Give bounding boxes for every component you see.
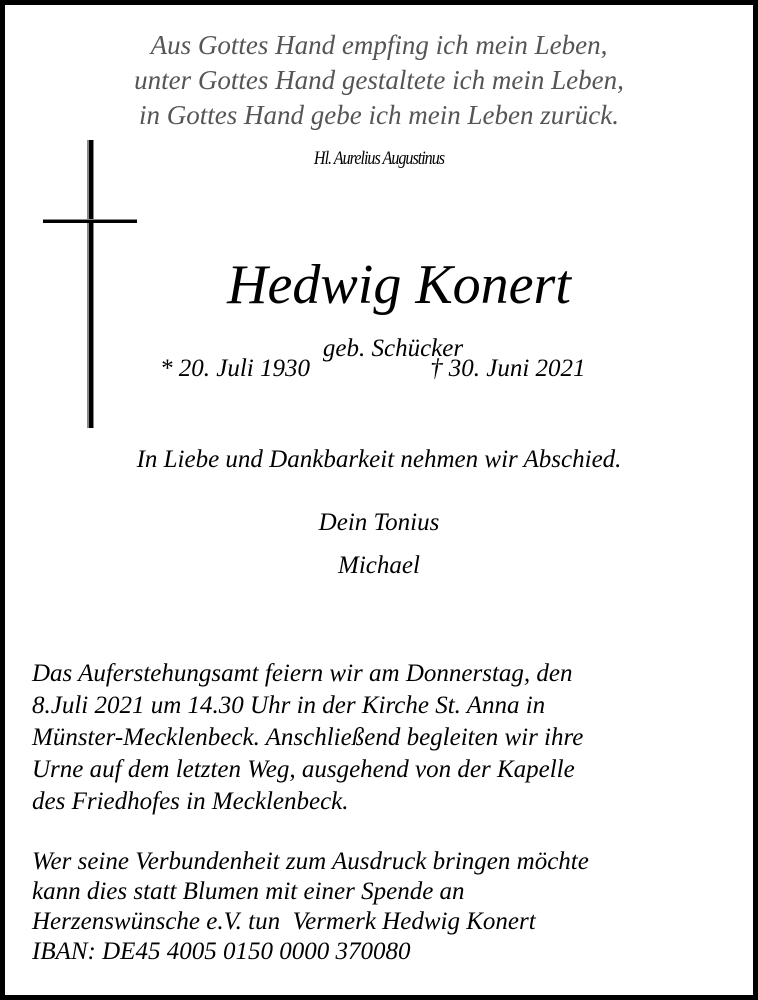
donation-line: Herzenswünsche e.V. tun Vermerk Hedwig Konert: [32, 908, 536, 935]
donation-line: Wer seine Verbundenheit zum Ausdruck bringen möchte: [32, 848, 589, 875]
farewell-text: In Liebe und Dankbarkeit nehmen wir Abschied.: [136, 446, 622, 473]
quote-attribution: Hl. Aurelius Augustinus: [313, 148, 445, 169]
quote-line: unter Gottes Hand gestaltete ich mein Leben,: [134, 65, 624, 95]
birth-name: geb. Schücker: [322, 335, 464, 362]
death-date: † 30. Juni 2021: [430, 355, 586, 382]
donation-info: [32, 847, 732, 967]
service-info: [32, 658, 732, 818]
service-line: Das Auferstehungsamt feiern wir am Donnerstag, den: [32, 660, 573, 687]
service-line: Münster-Mecklenbeck. Anschließend begleiten wir ihre: [32, 724, 584, 751]
quote-line: Aus Gottes Hand empfing ich mein Leben,: [150, 30, 608, 60]
service-line: Urne auf dem letzten Weg, ausgehend von der Kapelle: [32, 756, 575, 783]
quote-line: in Gottes Hand gebe ich mein Leben zurück.: [139, 100, 619, 130]
service-line: 8.Juli 2021 um 14.30 Uhr in der Kirche St. Anna in: [32, 692, 546, 719]
service-line: des Friedhofes in Mecklenbeck.: [32, 788, 349, 815]
donation-line: kann dies statt Blumen mit einer Spende an: [32, 878, 465, 905]
mourner: Michael: [338, 552, 420, 579]
mourner: Dein Tonius: [318, 509, 440, 536]
birth-date: * 20. Juli 1930: [160, 355, 310, 382]
donation-line: IBAN: DE45 4005 0150 0000 370080: [32, 938, 411, 965]
deceased-name: Hedwig Konert: [227, 254, 571, 316]
quote: [0, 28, 758, 133]
